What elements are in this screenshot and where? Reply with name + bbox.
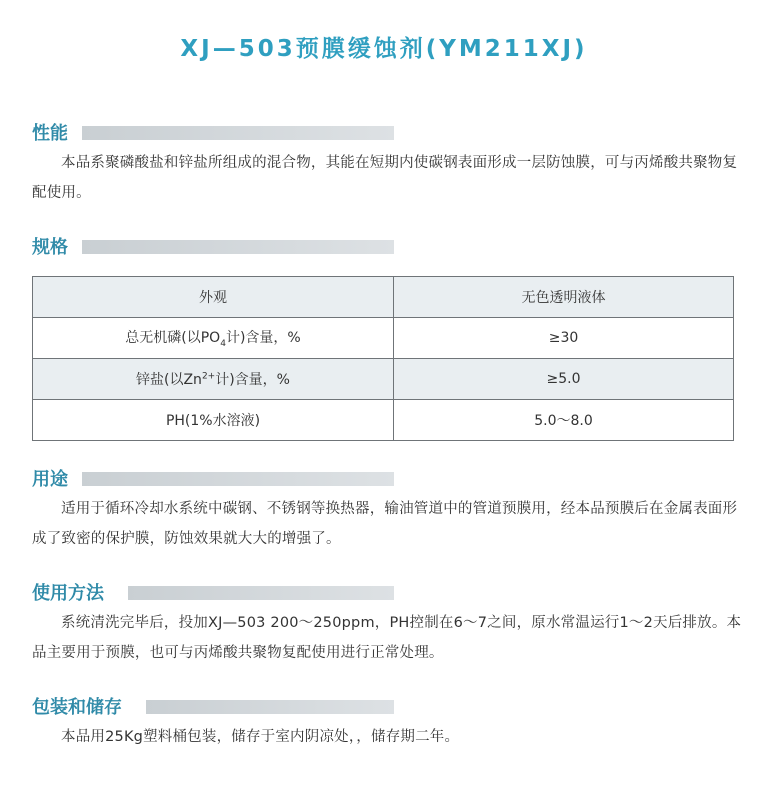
- table-row: [33, 400, 734, 441]
- spec-label: 总无机磷(以$PO_4$计)含量，%: [33, 318, 394, 359]
- spec-value: ≥30: [394, 318, 734, 359]
- spec-label: 外观: [33, 277, 394, 318]
- heading-bar: [128, 586, 394, 600]
- spec-table: [32, 276, 734, 441]
- heading-bar: [146, 700, 394, 714]
- spec-value: 5.0～8.0: [394, 400, 734, 441]
- section-text: 本品系聚磷酸盐和锌盐所组成的混合物，其能在短期内使碳钢表面形成一层防蚀膜，可与丙烯酸共聚物复配使用。: [32, 155, 738, 201]
- spec-value: ≥5.0: [394, 359, 734, 400]
- section-packaging: [32, 696, 742, 752]
- section-heading: 性能: [32, 123, 68, 144]
- table-row: [33, 277, 734, 318]
- table-row: [33, 359, 734, 400]
- spec-label: 锌盐(以$Zn^{2+}$计)含量，%: [33, 359, 394, 400]
- section-text: 本品用25Kg塑料桶包装，储存于室内阴凉处，，储存期二年。: [61, 729, 460, 745]
- section-text: 适用于循环冷却水系统中碳钢、不锈钢等换热器，输油管道中的管道预膜用，经本品预膜后在金属表面形成了致密的保护膜，防蚀效果就大大的增强了。: [32, 501, 738, 547]
- section-spec: [32, 236, 742, 262]
- section-heading: 用途: [32, 469, 68, 490]
- spec-value: 无色透明液体: [394, 277, 734, 318]
- section-heading: 使用方法: [32, 583, 104, 604]
- heading-bar: [82, 472, 394, 486]
- heading-bar: [82, 240, 394, 254]
- heading-bar: [82, 126, 394, 140]
- section-usage: [32, 468, 742, 554]
- page-title: XJ—503预膜缓蚀剂(YM211XJ): [180, 36, 588, 62]
- table-row: [33, 318, 734, 359]
- section-text: 系统清洗完毕后，投加XJ—503 200～250ppm，PH控制在6～7之间，原水常温运行1～2天后排放。本品主要用于预膜，也可与丙烯酸共聚物复配使用进行正常处理。: [32, 615, 742, 661]
- section-heading: 规格: [32, 237, 68, 258]
- section-performance: [32, 122, 742, 208]
- spec-label: PH(1%水溶液): [33, 400, 394, 441]
- section-method: [32, 582, 742, 668]
- section-heading: 包装和储存: [32, 697, 122, 718]
